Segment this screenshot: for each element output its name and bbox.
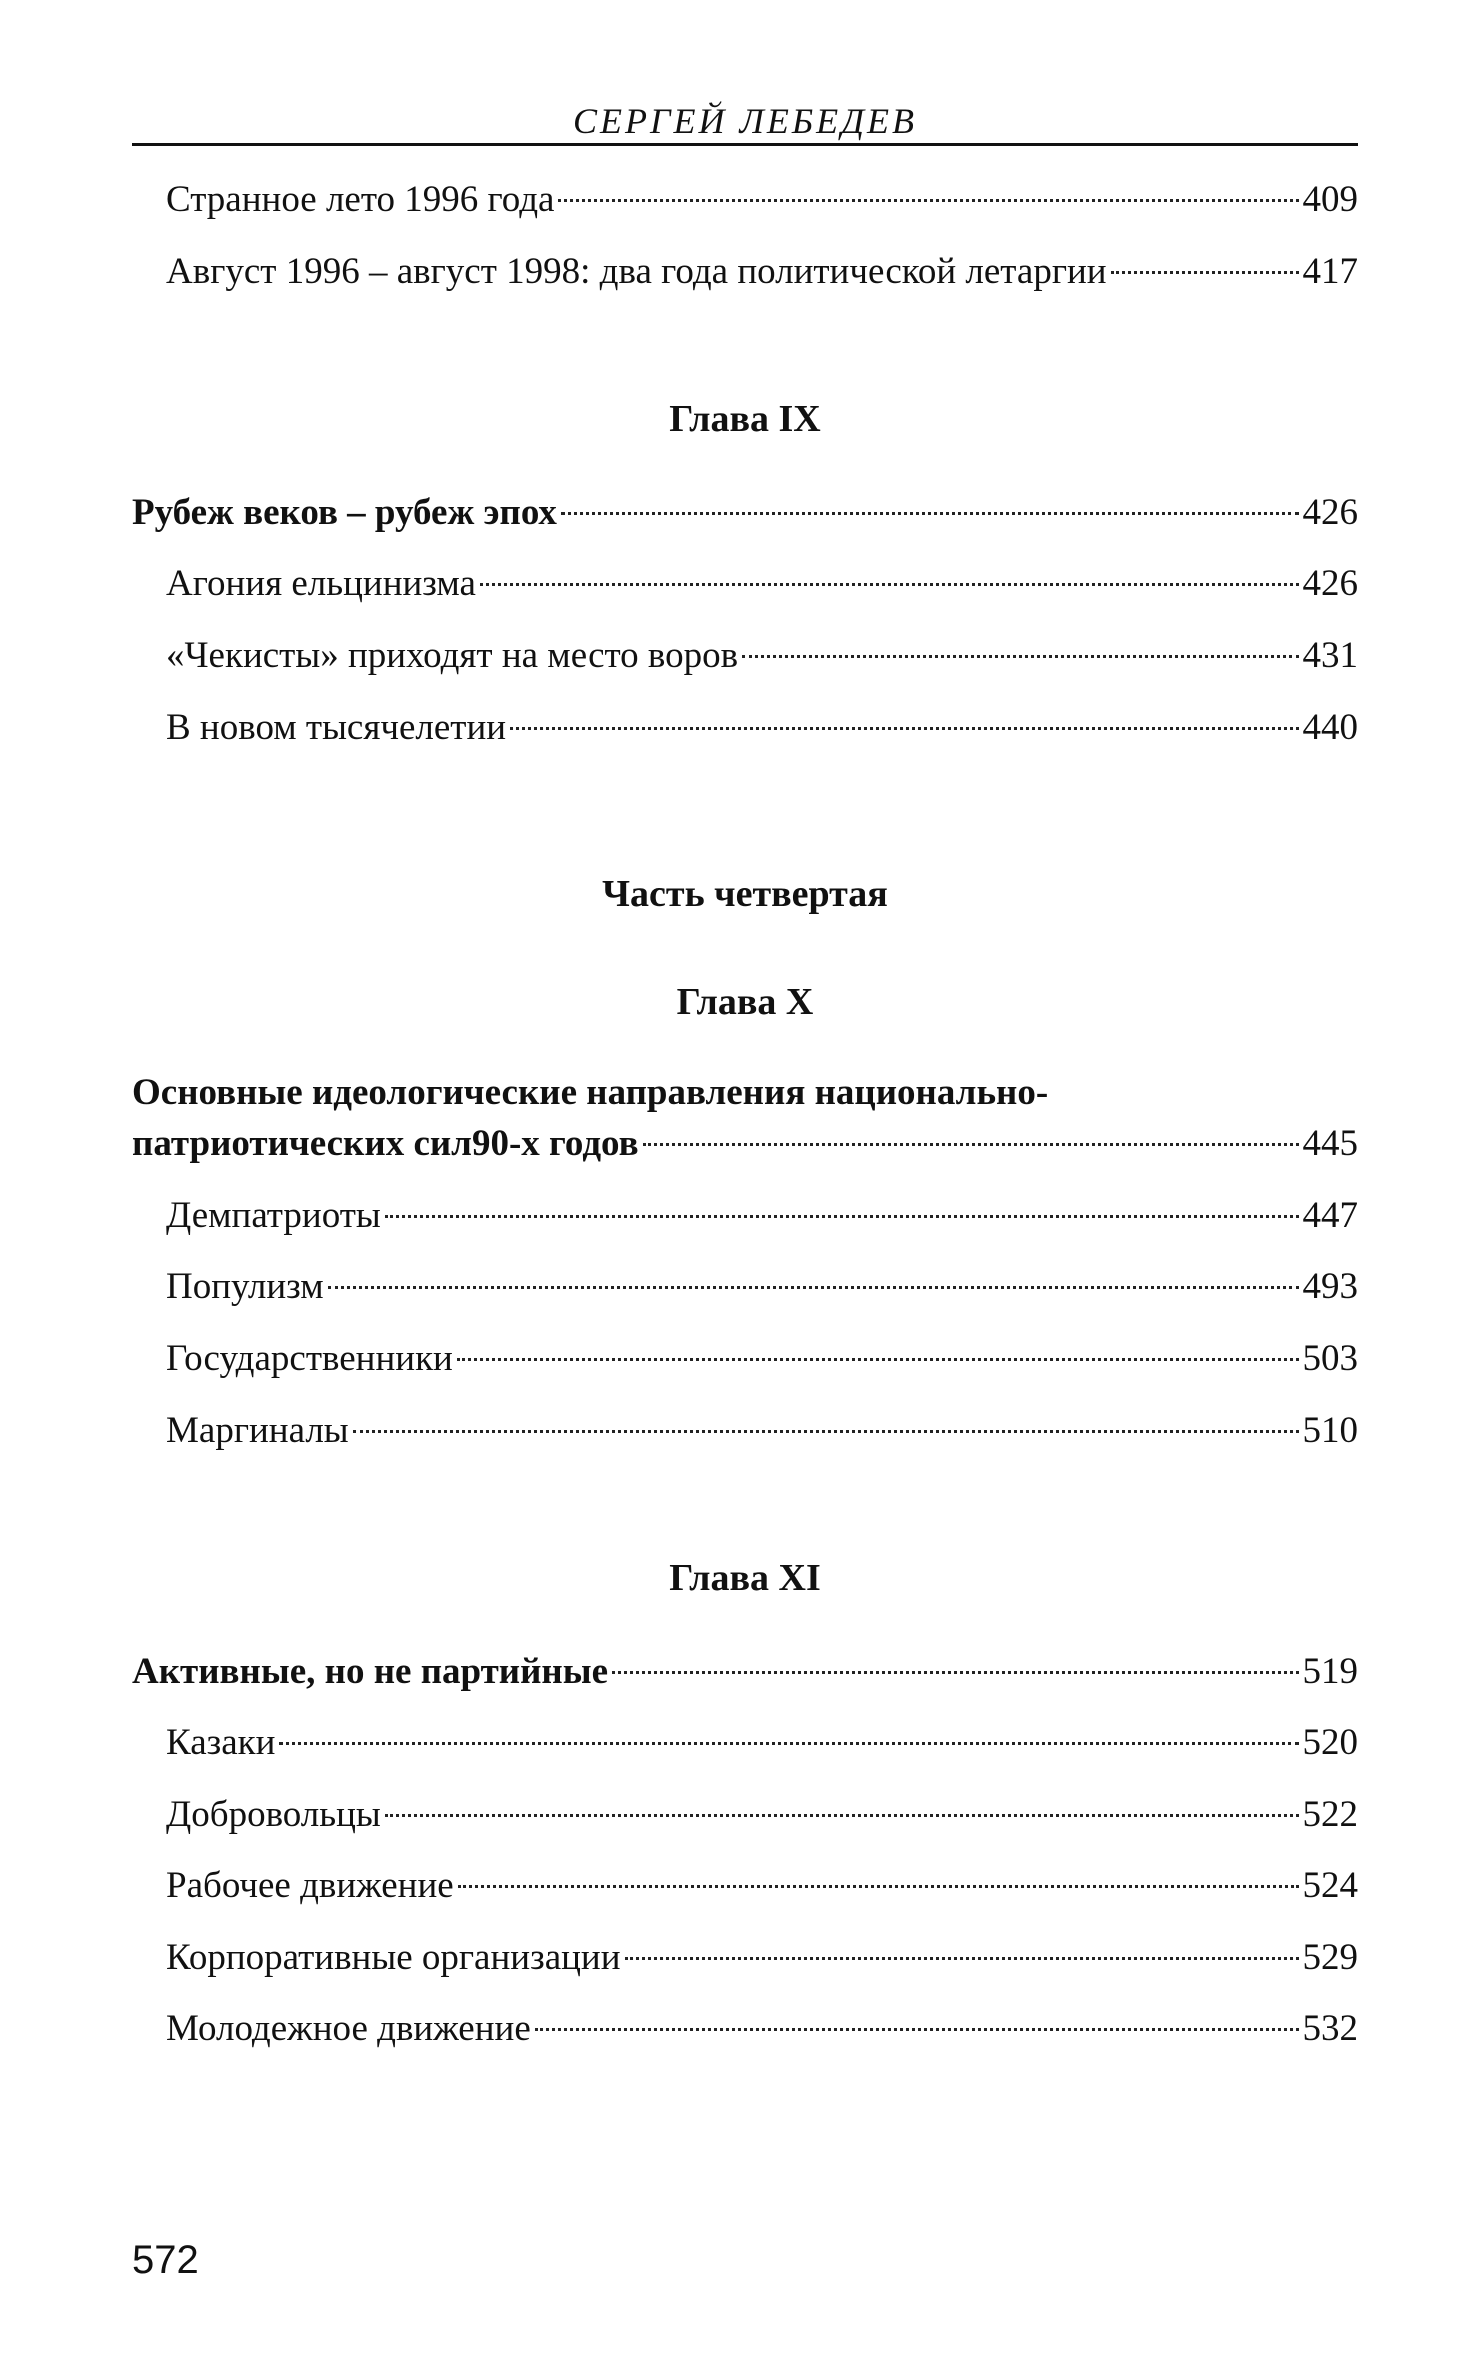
toc-entry[interactable] bbox=[166, 1793, 1358, 1837]
toc-leader-dots bbox=[561, 512, 1299, 515]
toc-leader-dots bbox=[612, 1671, 1298, 1674]
toc-leader-dots bbox=[353, 1430, 1299, 1433]
toc-entry-title: Маргиналы bbox=[166, 1410, 349, 1451]
toc-entry-title: Демпатриоты bbox=[166, 1195, 381, 1236]
part-heading: Часть четвертая bbox=[602, 873, 888, 915]
toc-entry[interactable] bbox=[166, 178, 1358, 222]
toc-section-page: 426 bbox=[1302, 492, 1358, 533]
toc-entry-title: Популизм bbox=[166, 1266, 324, 1307]
toc-entry-title: Агония ельцинизма bbox=[166, 563, 476, 604]
toc-entry-page: 522 bbox=[1302, 1794, 1358, 1835]
toc-entry[interactable] bbox=[166, 706, 1358, 750]
toc-leader-dots bbox=[742, 655, 1298, 658]
toc-leader-dots bbox=[279, 1742, 1298, 1745]
toc-entry-title: «Чекисты» приходят на место воров bbox=[166, 635, 739, 676]
toc-section-title: Рубеж веков – рубеж эпох bbox=[132, 492, 557, 533]
toc-leader-dots bbox=[480, 583, 1299, 586]
toc-leader-dots bbox=[328, 1286, 1299, 1289]
toc-leader-dots bbox=[385, 1215, 1299, 1218]
toc-entry[interactable] bbox=[166, 250, 1358, 294]
toc-section-entry[interactable] bbox=[132, 1122, 1358, 1166]
toc-leader-dots bbox=[535, 2028, 1299, 2031]
toc-leader-dots bbox=[458, 1885, 1299, 1888]
chapter-heading: Глава XI bbox=[669, 1557, 821, 1599]
toc-entry-page: 417 bbox=[1302, 251, 1358, 292]
toc-entry-page: 447 bbox=[1302, 1195, 1358, 1236]
toc-entry-page: 493 bbox=[1302, 1266, 1358, 1307]
toc-entry-page: 409 bbox=[1302, 179, 1358, 220]
toc-entry-title: Странное лето 1996 года bbox=[166, 179, 555, 220]
toc-entry[interactable] bbox=[166, 1409, 1358, 1453]
toc-leader-dots bbox=[1111, 271, 1299, 274]
toc-entry-title: Казаки bbox=[166, 1722, 276, 1763]
header-rule bbox=[132, 143, 1358, 146]
toc-entry[interactable] bbox=[166, 1194, 1358, 1238]
chapter-heading: Глава X bbox=[676, 981, 814, 1023]
toc-entry-page: 426 bbox=[1302, 563, 1358, 604]
toc-entry[interactable] bbox=[166, 1265, 1358, 1309]
running-header: СЕРГЕЙ ЛЕБЕДЕВ bbox=[573, 101, 917, 141]
toc-leader-dots bbox=[643, 1143, 1299, 1146]
toc-section-title: Активные, но не партийные bbox=[132, 1651, 609, 1692]
toc-leader-dots bbox=[558, 199, 1298, 202]
toc-entry-title: Молодежное движение bbox=[166, 2008, 531, 2049]
toc-entry-title: В новом тысячелетии bbox=[166, 707, 507, 748]
toc-section-page: 519 bbox=[1302, 1651, 1358, 1692]
toc-entry[interactable] bbox=[166, 562, 1358, 606]
toc-leader-dots bbox=[385, 1814, 1299, 1817]
toc-entry-page: 440 bbox=[1302, 707, 1358, 748]
chapter-heading: Глава IX bbox=[669, 398, 821, 440]
toc-entry-page: 510 bbox=[1302, 1410, 1358, 1451]
toc-entry-title: Добровольцы bbox=[166, 1794, 381, 1835]
toc-entry-page: 524 bbox=[1302, 1865, 1358, 1906]
toc-entry-page: 503 bbox=[1302, 1338, 1358, 1379]
page-number: 572 bbox=[132, 2238, 199, 2282]
toc-entry[interactable] bbox=[166, 1936, 1358, 1980]
toc-leader-dots bbox=[457, 1358, 1299, 1361]
toc-entry-page: 431 bbox=[1302, 635, 1358, 676]
toc-entry-title: Рабочее движение bbox=[166, 1865, 454, 1906]
toc-entry-page: 532 bbox=[1302, 2008, 1358, 2049]
toc-entry[interactable] bbox=[166, 634, 1358, 678]
toc-section-title: патриотических сил90-х годов bbox=[132, 1123, 639, 1164]
toc-section-entry[interactable] bbox=[132, 491, 1358, 535]
toc-entry[interactable] bbox=[166, 1864, 1358, 1908]
toc-entry-title: Государственники bbox=[166, 1338, 453, 1379]
toc-section-title-line[interactable]: Основные идеологические направления национально- bbox=[132, 1072, 1049, 1113]
toc-entry[interactable] bbox=[166, 1337, 1358, 1381]
toc-section-page: 445 bbox=[1302, 1123, 1358, 1164]
toc-leader-dots bbox=[625, 1957, 1299, 1960]
toc-entry-page: 520 bbox=[1302, 1722, 1358, 1763]
toc-leader-dots bbox=[510, 727, 1298, 730]
toc-entry[interactable] bbox=[166, 2007, 1358, 2051]
toc-section-entry[interactable] bbox=[132, 1650, 1358, 1694]
toc-entry-title: Корпоративные организации bbox=[166, 1937, 621, 1978]
toc-entry-page: 529 bbox=[1302, 1937, 1358, 1978]
toc-entry-title: Август 1996 – август 1998: два года политической летаргии bbox=[166, 251, 1107, 292]
toc-entry[interactable] bbox=[166, 1721, 1358, 1765]
